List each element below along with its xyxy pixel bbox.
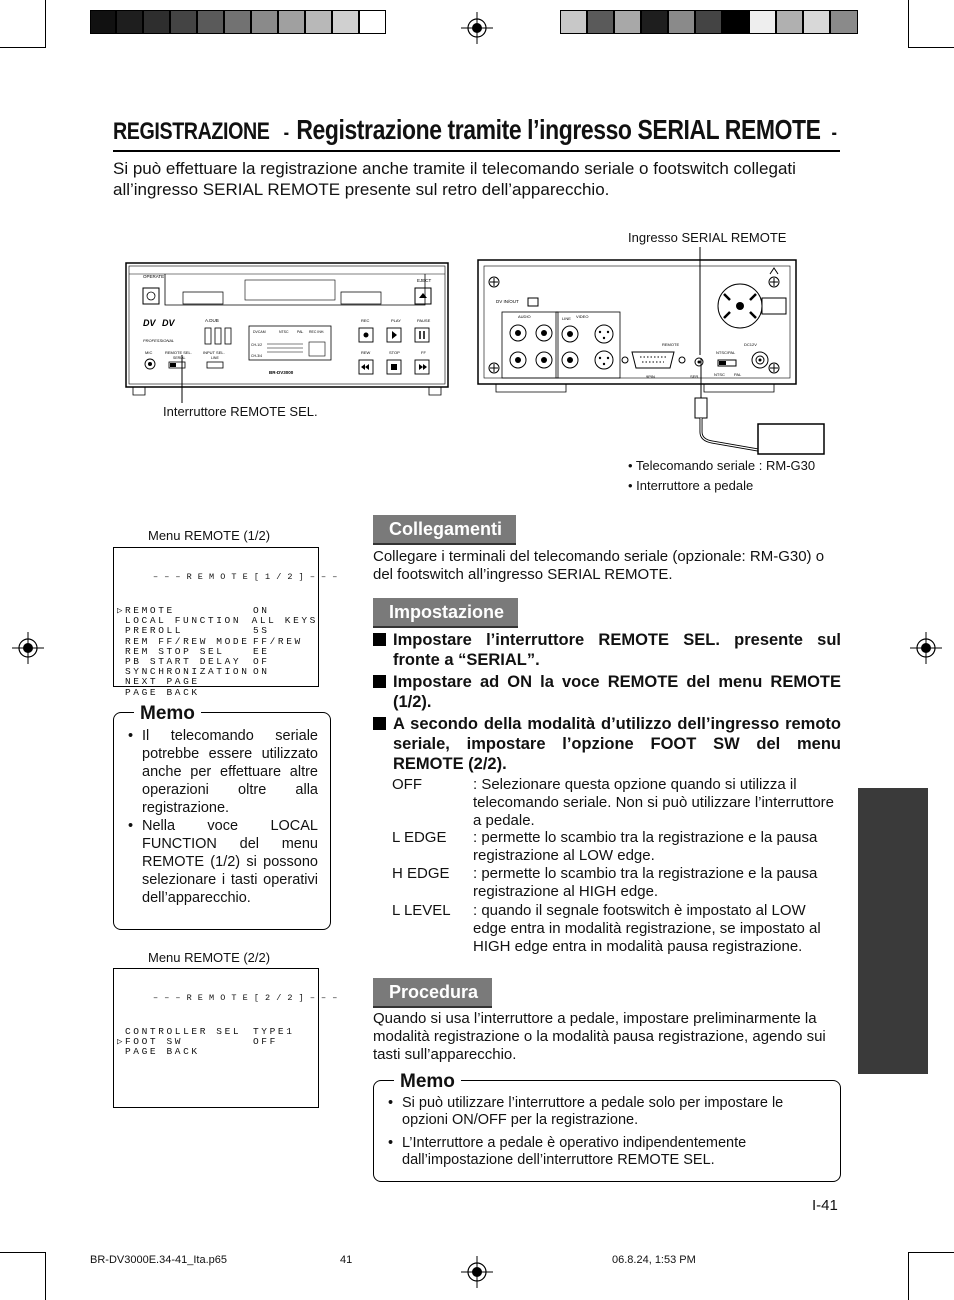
memo-left-item: • Il telecomando seriale potrebbe essere utilizzato anche per effettuare altre operazioni oltre alla registrazione.: [128, 727, 318, 817]
menu-cursor: [117, 647, 125, 657]
memo-left-item: • Nella voce LOCAL FUNCTION del menu REMOTE (1/2) si possono selezionare i tasti operativi dell’apparecchio.: [128, 817, 318, 907]
menu-cursor: [117, 677, 125, 687]
label-ntsc-front: NTSC: [279, 330, 289, 334]
menu-cursor: [117, 1047, 125, 1057]
crop-mark: [45, 1252, 46, 1300]
menu-item-name: REM STOP SEL: [125, 645, 225, 657]
label-model: BR-DV3000: [269, 370, 294, 375]
memo-right: [373, 1071, 841, 1182]
registration-mark: [910, 632, 942, 664]
label-audio: AUDIO: [518, 314, 531, 319]
page-number: I-41: [812, 1197, 838, 1214]
title-section: REGISTRAZIONE: [113, 118, 270, 145]
remote-cable: [690, 410, 830, 460]
label-rew: REW: [361, 350, 371, 355]
label-video: VIDEO: [576, 314, 589, 319]
menu-item-name: PREROLL: [125, 625, 184, 637]
label-ntscpal: NTSC/PAL: [716, 350, 736, 355]
menu-item-name: CONTROLLER SEL: [125, 1026, 242, 1038]
menu-item-value: OF: [253, 656, 270, 668]
memo-right-list: [388, 1095, 828, 1169]
label-ff: FF: [421, 350, 426, 355]
menu-cursor: [117, 616, 125, 626]
menu-cursor: ▷: [117, 606, 123, 617]
option-name: OFF: [392, 776, 422, 793]
menu-item-value: ALL KEYS: [251, 615, 318, 627]
title-main-text: Registrazione tramite l’ingresso SERIAL REMOTE: [296, 114, 821, 145]
memo-left-list: [128, 727, 318, 907]
menu-item-name: LOCAL FUNCTION: [124, 615, 242, 627]
menu2-label: Menu REMOTE (2/2): [148, 950, 271, 965]
page-title: [113, 110, 840, 152]
menu-row: [117, 688, 318, 698]
memo-right-title: Memo: [394, 1071, 461, 1093]
menu2-rows: [117, 1027, 318, 1058]
label-rec: REC: [361, 318, 370, 323]
memo-right-item: • L’Interruttore a pedale è operativo indipendentemente dall’impostazione dell’interruttore REMOTE SEL.: [388, 1135, 828, 1169]
label-professional: PROFESSIONAL: [143, 338, 175, 343]
procedura-text: Quando si usa l’interruttore a pedale, impostare preliminarmente la modalità registrazione o la modalità pausa registrazione, agendo sui tasti sull’apparecchio.: [373, 1010, 826, 1063]
label-adub: A.DUB: [205, 318, 219, 323]
procedura-heading: Procedura: [373, 978, 492, 1006]
label-play: PLAY: [391, 318, 401, 323]
side-tab: [858, 788, 928, 1074]
option-name: L EDGE: [392, 829, 447, 846]
title-dash: -: [831, 122, 837, 144]
label-pause: PAUSE: [417, 318, 431, 323]
callout-serial-input: Ingresso SERIAL REMOTE: [628, 230, 787, 245]
callout-lines: [170, 245, 710, 405]
label-stop: STOP: [389, 350, 400, 355]
crop-mark: [908, 1252, 909, 1300]
menu1-header: – – – R E M O T E [ 1 / 2 ] – – –: [153, 572, 338, 583]
menu-cursor: [117, 688, 125, 698]
menu-item-name: REMOTE: [125, 605, 175, 617]
label-line-front: LINE: [211, 356, 219, 360]
crop-mark: [0, 1252, 46, 1253]
impostazione-heading: Impostazione: [373, 598, 518, 626]
memo-right-item: • Si può utilizzare l’interruttore a pedale solo per impostare le opzioni ON/OFF per la registrazione.: [388, 1095, 828, 1129]
label-ntsc-rear: NTSC: [714, 372, 725, 377]
label-pal-rear: PAL: [734, 372, 742, 377]
menu-cursor: [117, 657, 125, 667]
menu-item-name: REM FF/REW MODE: [125, 635, 250, 647]
label-ser: SER.: [690, 374, 700, 379]
menu-cursor: [117, 626, 125, 636]
option-desc: : quando il segnale footswitch è impostato al LOW edge entra in modalità registrazione, se impostato al HIGH edge entra in modalità pausa registrazione.: [473, 902, 821, 955]
menu2-screen: [113, 968, 338, 1108]
logo-dv: DV: [162, 318, 175, 328]
label-dvcam: DVCAM: [253, 330, 266, 334]
option-desc: : Selezionare questa opzione quando si utilizza il telecomando seriale. Non si può utilizzare l’interruttore a pedale.: [473, 776, 835, 829]
menu-item-name: PAGE BACK: [125, 686, 200, 698]
label-pal-front: PAL: [297, 330, 304, 334]
menu-item-value: 5S: [253, 625, 270, 637]
label-dv-inout: DV IN/OUT: [496, 299, 519, 304]
option-name: H EDGE: [392, 865, 450, 882]
label-eject: EJECT: [417, 278, 432, 283]
label-mic: MIC: [145, 350, 153, 355]
menu-item-name: SYNCHRONIZATION: [125, 666, 250, 678]
memo-left-title: Memo: [134, 703, 201, 725]
collegamenti-heading: Collegamenti: [373, 515, 516, 543]
menu-item-value: ON: [253, 605, 270, 617]
collegamenti-text: Collegare i terminali del telecomando seriale (opzionale: RM-G30) o del footswitch all’ingresso SERIAL REMOTE.: [373, 548, 825, 583]
option-desc: : permette lo scambio tra la registrazione e la pausa registrazione al LOW edge.: [473, 829, 818, 864]
label-operate: OPERATE: [143, 274, 165, 279]
footer-date: 06.8.24, 1:53 PM: [612, 1254, 696, 1266]
menu-item-name: NEXT PAGE: [125, 676, 200, 688]
label-ch34: CH-3/4: [251, 354, 263, 358]
callout-remote-switch: Interruttore REMOTE SEL.: [163, 404, 318, 419]
label-input-sel: INPUT SEL.: [203, 350, 225, 355]
menu-cursor: ▷: [117, 1037, 123, 1048]
option-name: L LEVEL: [392, 902, 451, 919]
label-line-rear: LINE: [562, 316, 571, 321]
note-footswitch: • Interruttore a pedale: [628, 478, 754, 493]
crop-mark: [908, 0, 909, 48]
label-rec-inh: REC INH.: [309, 330, 325, 334]
intro-text: Si può effettuare la registrazione anche tramite il telecomando seriale o footswitch collegati all’ingresso SERIAL REMOTE presente sul retro dell’apparecchio.: [113, 159, 796, 199]
label-serial: SERIAL: [173, 356, 186, 360]
menu2-header: – – – R E M O T E [ 2 / 2 ] – – –: [153, 993, 338, 1004]
menu-item-value: ON: [253, 666, 270, 678]
label-remote-sel: REMOTE SEL.: [165, 350, 192, 355]
crop-mark: [45, 0, 46, 48]
label-9pin: 9PIN: [646, 374, 655, 379]
label-ch12: CH-1/2: [251, 343, 263, 347]
option-desc: : permette lo scambio tra la registrazione e la pausa registrazione al HIGH edge.: [473, 865, 818, 900]
crop-mark: [0, 47, 46, 48]
registration-mark: [12, 632, 44, 664]
note-serial-remote: • Telecomando seriale : RM-G30: [628, 458, 816, 473]
menu-cursor: [117, 637, 125, 647]
registration-mark: [461, 12, 493, 44]
memo-left: [113, 703, 331, 930]
menu1-label: Menu REMOTE (1/2): [148, 528, 271, 543]
registration-mark: [461, 1256, 493, 1288]
menu1-screen: [113, 547, 338, 698]
crop-mark: [908, 1252, 954, 1253]
menu-item-name: PB START DELAY: [125, 656, 242, 668]
menu-item-value: FF/REW: [253, 635, 303, 647]
menu-item-value: OFF: [253, 1036, 278, 1048]
menu1-rows: [117, 606, 318, 698]
footer-file: BR-DV3000E.34-41_Ita.p65: [90, 1254, 227, 1266]
menu-item-value: EE: [253, 645, 270, 657]
menu-item-name: PAGE BACK: [125, 1046, 200, 1058]
menu-cursor: [117, 667, 125, 677]
menu-row: [117, 1047, 318, 1057]
menu-cursor: [117, 1027, 125, 1037]
label-dc12v: DC12V: [744, 342, 757, 347]
footer-page: 41: [340, 1254, 353, 1266]
title-dash: -: [283, 122, 289, 144]
menu-item-value: TYPE1: [253, 1026, 295, 1038]
menu-item-name: FOOT SW: [125, 1036, 184, 1048]
label-remote-rear: REMOTE: [662, 342, 680, 347]
logo-dv-mini: DV: [143, 318, 156, 328]
crop-mark: [908, 47, 954, 48]
